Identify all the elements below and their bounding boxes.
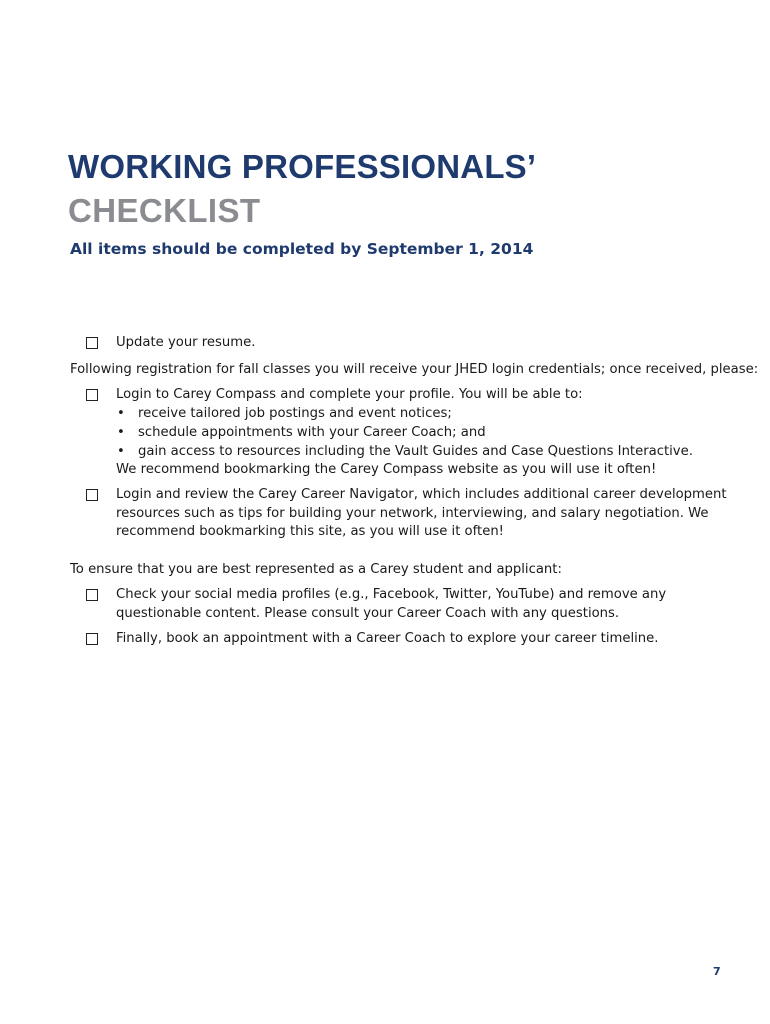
item-career-navigator-line-1: Login and review the Carey Career Navigator, which includes additional career development xyxy=(116,487,727,502)
checkbox-update-resume[interactable] xyxy=(86,337,98,349)
item-career-coach: Finally, book an appointment with a Career Coach to explore your career timeline. xyxy=(116,631,659,646)
bullet-resources: gain access to resources including the Vault Guides and Case Questions Interactive. xyxy=(138,444,693,459)
bullet-marker: • xyxy=(117,406,125,421)
bullet-marker: • xyxy=(117,425,125,440)
checkbox-career-coach[interactable] xyxy=(86,633,98,645)
bullet-appointments: schedule appointments with your Career Coach; and xyxy=(138,425,486,440)
intro-registration: Following registration for fall classes you will receive your JHED login credentials; once received, please: xyxy=(70,362,759,377)
checkbox-carey-compass[interactable] xyxy=(86,389,98,401)
compass-note: We recommend bookmarking the Carey Compass website as you will use it often! xyxy=(116,462,657,477)
bullet-job-postings: receive tailored job postings and event notices; xyxy=(138,406,452,421)
item-carey-compass: Login to Carey Compass and complete your profile. You will be able to: xyxy=(116,387,583,402)
item-career-navigator-line-2: resources such as tips for building your network, interviewing, and salary negotiation. We xyxy=(116,506,709,521)
bullet-marker: • xyxy=(117,444,125,459)
checkbox-social-media[interactable] xyxy=(86,589,98,601)
page-title-line-1: WORKING PROFESSIONALS’ xyxy=(68,148,537,185)
page-number: 7 xyxy=(713,965,721,978)
page-title-line-2: CHECKLIST xyxy=(68,192,261,229)
checkbox-career-navigator[interactable] xyxy=(86,489,98,501)
page-subtitle: All items should be completed by September 1, 2014 xyxy=(70,240,534,258)
item-update-resume: Update your resume. xyxy=(116,335,256,350)
item-social-media-line-1: Check your social media profiles (e.g., Facebook, Twitter, YouTube) and remove any xyxy=(116,587,667,602)
intro-representation: To ensure that you are best represented as a Carey student and applicant: xyxy=(70,562,562,577)
item-career-navigator-line-3: recommend bookmarking this site, as you will use it often! xyxy=(116,524,504,539)
item-social-media-line-2: questionable content. Please consult your Career Coach with any questions. xyxy=(116,606,620,621)
